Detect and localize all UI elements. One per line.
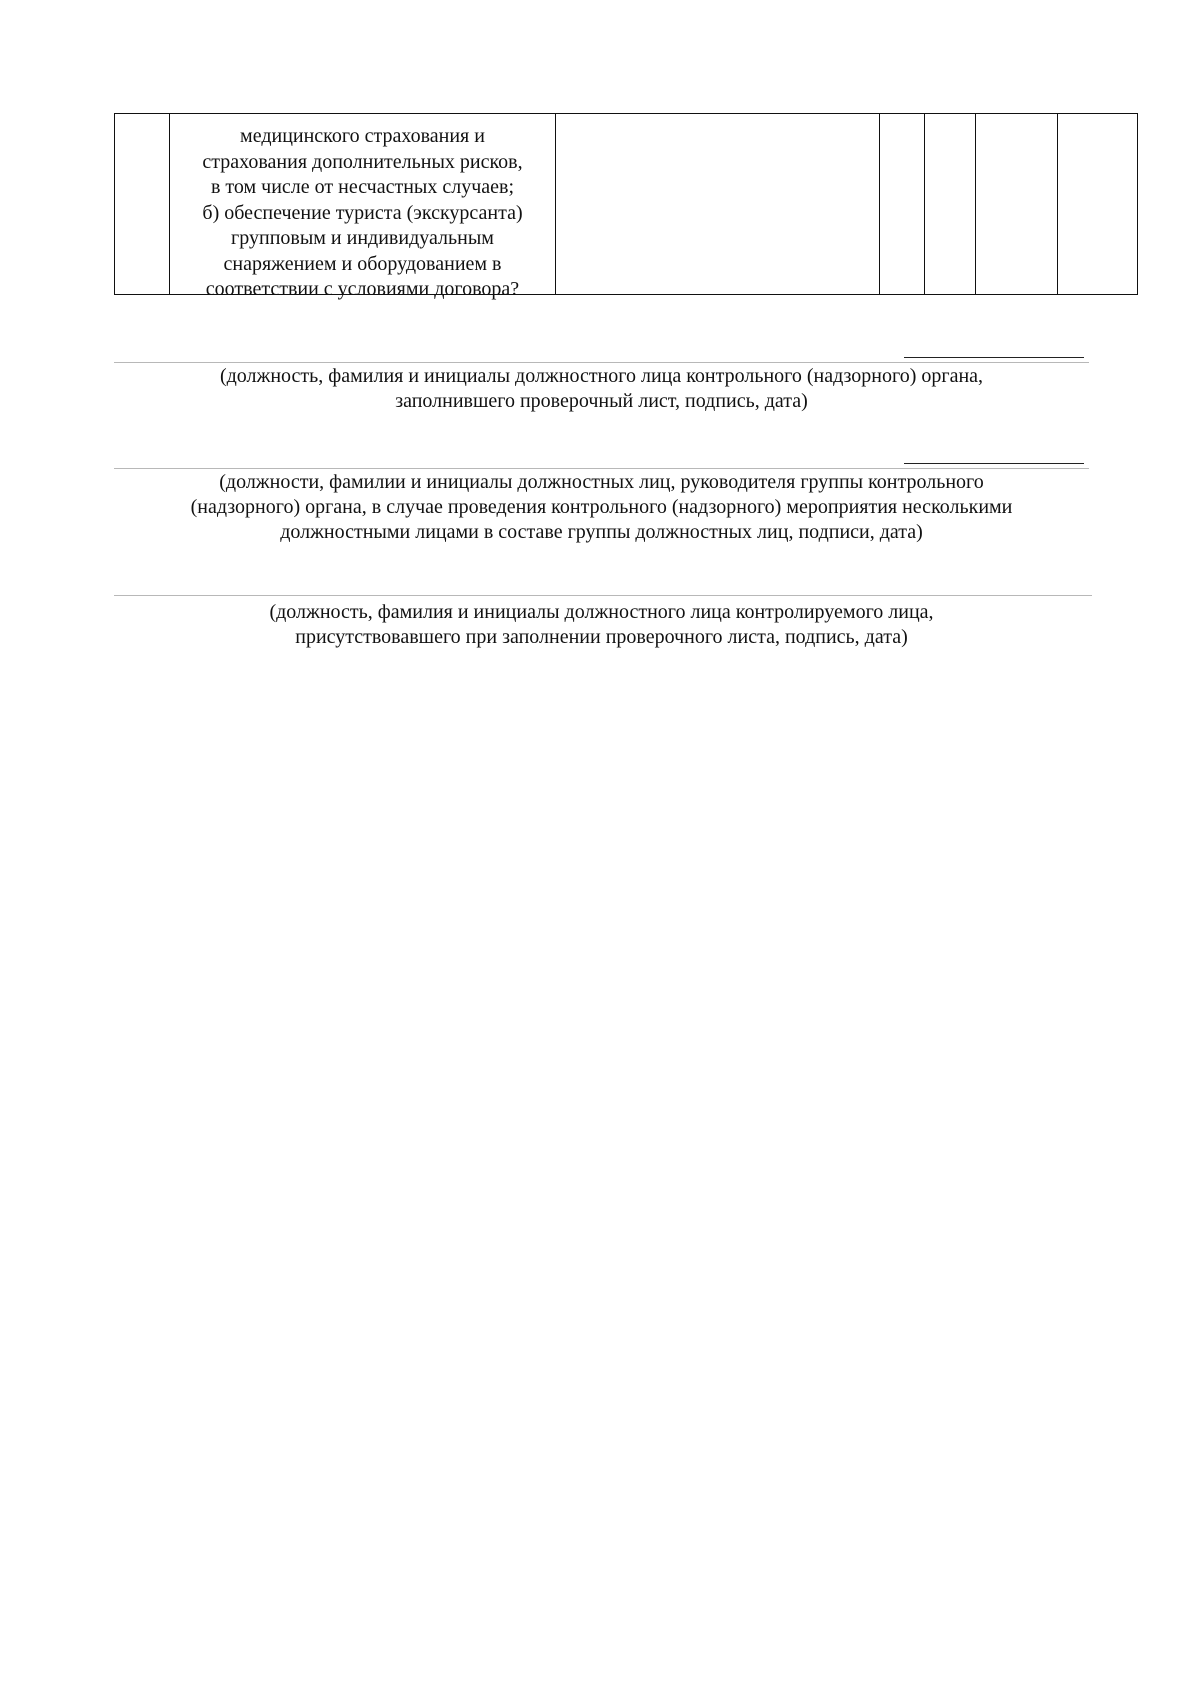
question-text — [170, 114, 555, 300]
question-line: групповым и индивидуальным — [231, 227, 494, 249]
checklist-table — [114, 113, 1138, 300]
row-number-cell — [115, 114, 170, 295]
caption-line: (надзорного) органа, в случае проведения контрольного (надзорного) мероприятия несколькими — [190, 496, 1013, 518]
question-line: страхования дополнительных рисков, — [202, 150, 523, 173]
signature-line — [904, 463, 1084, 464]
caption-line: присутствовавшего при заполнении проверочного листа, подпись, дата) — [295, 626, 908, 648]
signature-underline — [114, 595, 1092, 596]
caption-line: заполнившего проверочный лист, подпись, дата) — [395, 390, 808, 412]
question-line: соответствии с условиями договора? — [205, 278, 520, 300]
answer-no-cell — [925, 114, 976, 295]
signature-underline — [114, 468, 1089, 469]
signature-caption — [114, 600, 1089, 650]
note-cell — [1058, 114, 1138, 295]
question-cell — [170, 114, 556, 300]
requirement-reference-cell — [556, 114, 880, 295]
question-line: снаряжением и оборудованием в — [223, 252, 502, 275]
signature-underline — [114, 362, 1089, 363]
question-line: в том числе от несчастных случаев; — [210, 176, 515, 198]
answer-yes-cell — [880, 114, 925, 295]
question-line: медицинского страхования и — [240, 125, 485, 147]
table-row — [115, 114, 1138, 295]
question-line: б) обеспечение туриста (экскурсанта) — [202, 201, 523, 224]
caption-line: (должность, фамилия и инициалы должностного лица контрольного (надзорного) органа, — [219, 365, 984, 387]
caption-line: должностными лицами в составе группы должностных лиц, подписи, дата) — [280, 521, 923, 543]
caption-line: (должности, фамилии и инициалы должностных лиц, руководителя группы контрольного — [219, 471, 984, 493]
answer-na-cell — [976, 114, 1058, 295]
signature-caption — [114, 470, 1089, 545]
signature-line — [904, 357, 1084, 358]
signature-caption — [114, 364, 1089, 414]
caption-line: (должность, фамилия и инициалы должностного лица контролируемого лица, — [269, 601, 934, 623]
